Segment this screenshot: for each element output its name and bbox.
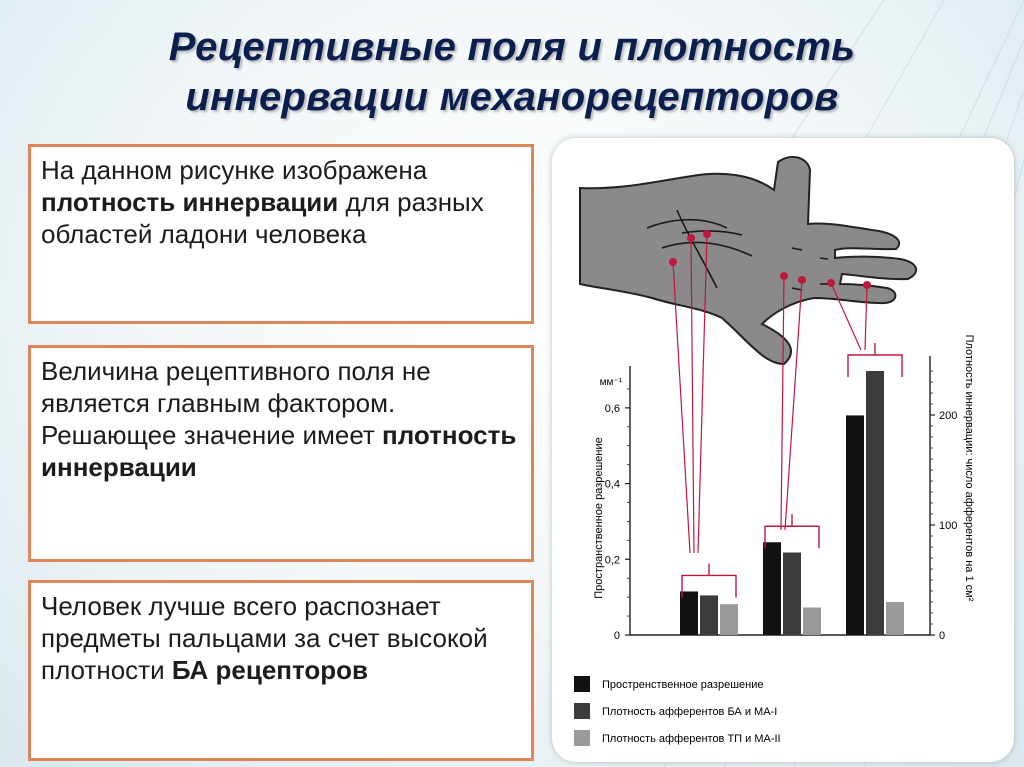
left-axis-label: Пространственное разрешение — [593, 437, 605, 599]
bar — [680, 591, 698, 635]
bar — [720, 604, 738, 635]
left-tick-label: 0,4 — [604, 478, 620, 491]
box2-text-1: Величина рецептивного поля не является главным фактором. Решающее значение имеет — [41, 356, 431, 450]
chart-bars — [680, 371, 904, 635]
right-tick-label: 200 — [939, 410, 958, 422]
legend-label: Плотность афферентов ТП и МА-II — [602, 733, 781, 745]
legend-swatch — [574, 730, 590, 746]
bar — [866, 371, 884, 635]
bar — [763, 542, 781, 635]
right-axis-label: Плотность иннервации: число афферентов на 1 см² — [963, 334, 975, 602]
text-box-density — [28, 144, 534, 324]
title-line-2: иннервации механорецепторов — [185, 75, 839, 119]
box2-bold: плотность иннервации — [41, 420, 517, 482]
legend-swatch — [574, 703, 590, 719]
legend-swatch — [574, 676, 590, 692]
left-tick-label: 0 — [613, 630, 620, 642]
box3-bold: БА рецепторов — [171, 655, 369, 685]
left-tick-label: 0,2 — [604, 554, 620, 567]
chart-legend — [574, 676, 781, 746]
box1-text-2: для разных областей ладони человека — [41, 187, 484, 249]
slide-title — [0, 22, 1024, 122]
right-tick-label: 100 — [939, 520, 958, 532]
bar — [846, 415, 864, 635]
left-tick-label: 0,6 — [604, 402, 620, 415]
figure-panel — [552, 138, 1014, 762]
bar — [783, 553, 801, 636]
box1-bold: плотность иннервации — [41, 187, 339, 217]
legend-label: Простренственное разрешение — [602, 679, 764, 691]
right-tick-label: 0 — [939, 630, 946, 642]
legend-label: Плотность афферентов БА и МА-I — [602, 706, 778, 718]
box1-text-1: На данном рисунке изображена — [41, 155, 428, 185]
bar — [700, 595, 718, 635]
text-box-fingers — [28, 580, 534, 761]
bar — [886, 602, 904, 635]
box3-text-1: Человек лучше всего распознает предметы пальцами за счет высокой плотности — [41, 591, 488, 685]
hand-chart — [552, 138, 1014, 762]
bar — [803, 608, 821, 636]
title-line-1: Рецептивные поля и плотность — [168, 25, 856, 69]
text-box-receptive-field — [28, 345, 534, 562]
left-axis-unit: мм⁻¹ — [599, 377, 622, 388]
